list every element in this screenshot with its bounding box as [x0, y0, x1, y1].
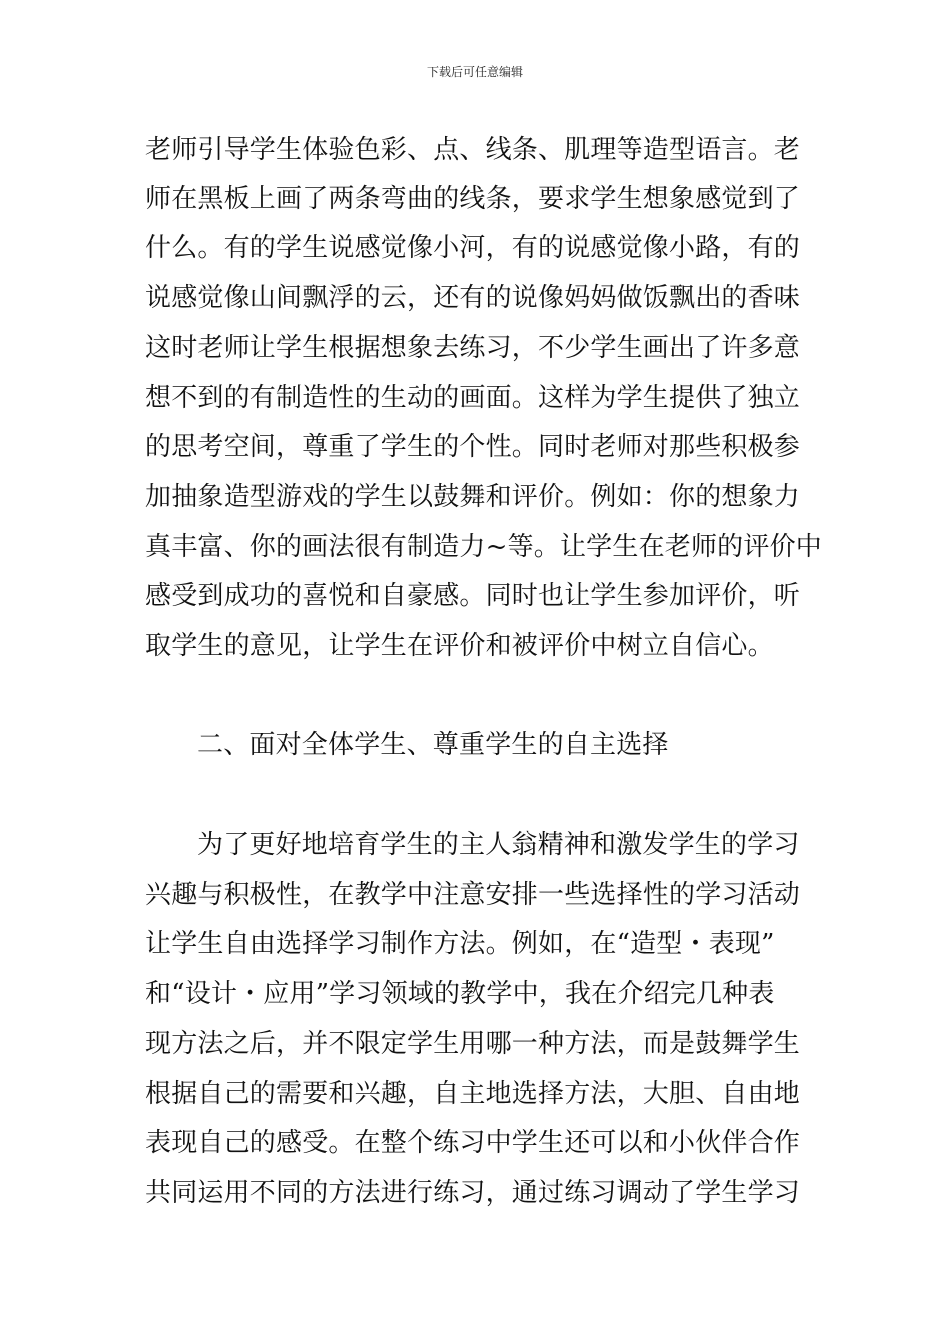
page-header: 下载后可任意编辑 [426, 65, 523, 79]
section-heading: 二、面对全体学生、尊重学生的自主选择 [197, 730, 669, 760]
paragraph2-line: 根据自己的需要和兴趣，自主地选择方法，大胆、自由地 [145, 1079, 801, 1109]
paragraph1-line: 感受到成功的喜悦和自豪感。同时也让学生参加评价，听 [145, 581, 801, 611]
paragraph1-line: 加抽象造型游戏的学生以鼓舞和评价。例如：你的想象力 [145, 482, 801, 512]
paragraph2-line: 现方法之后，并不限定学生用哪一种方法，而是鼓舞学生 [145, 1029, 801, 1059]
paragraph1-line: 取学生的意见，让学生在评价和被评价中树立自信心。 [145, 631, 774, 661]
paragraph2-line: 让学生自由选择学习制作方法。例如，在“造型・表现” [145, 929, 775, 959]
paragraph1-line: 说感觉像山间飘浮的云，还有的说像妈妈做饭飘出的香味 [145, 283, 801, 313]
paragraph2-line: 兴趣与积极性，在教学中注意安排一些选择性的学习活动 [145, 880, 801, 910]
paragraph1-line: 老师引导学生体验色彩、点、线条、肌理等造型语言。老 [145, 135, 801, 165]
paragraph1-line: 这时老师让学生根据想象去练习，不少学生画出了许多意 [145, 333, 801, 363]
paragraph2-line: 和“设计・应用”学习领域的教学中，我在介绍完几种表 [145, 979, 775, 1009]
paragraph2-line: 表现自己的感受。在整个练习中学生还可以和小伙伴合作 [145, 1128, 801, 1158]
paragraph2-line: 共同运用不同的方法进行练习，通过练习调动了学生学习 [145, 1178, 801, 1208]
paragraph1-line: 真丰富、你的画法很有制造力~等。让学生在老师的评价中 [145, 532, 822, 562]
paragraph1-line: 的思考空间，尊重了学生的个性。同时老师对那些积极参 [145, 432, 801, 462]
paragraph1-line: 什么。有的学生说感觉像小河，有的说感觉像小路，有的 [145, 233, 801, 263]
paragraph1-line: 想不到的有制造性的生动的画面。这样为学生提供了独立 [145, 383, 801, 413]
paragraph1-line: 师在黑板上画了两条弯曲的线条，要求学生想象感觉到了 [145, 184, 801, 214]
paragraph2-line: 为了更好地培育学生的主人翁精神和激发学生的学习 [197, 830, 800, 860]
